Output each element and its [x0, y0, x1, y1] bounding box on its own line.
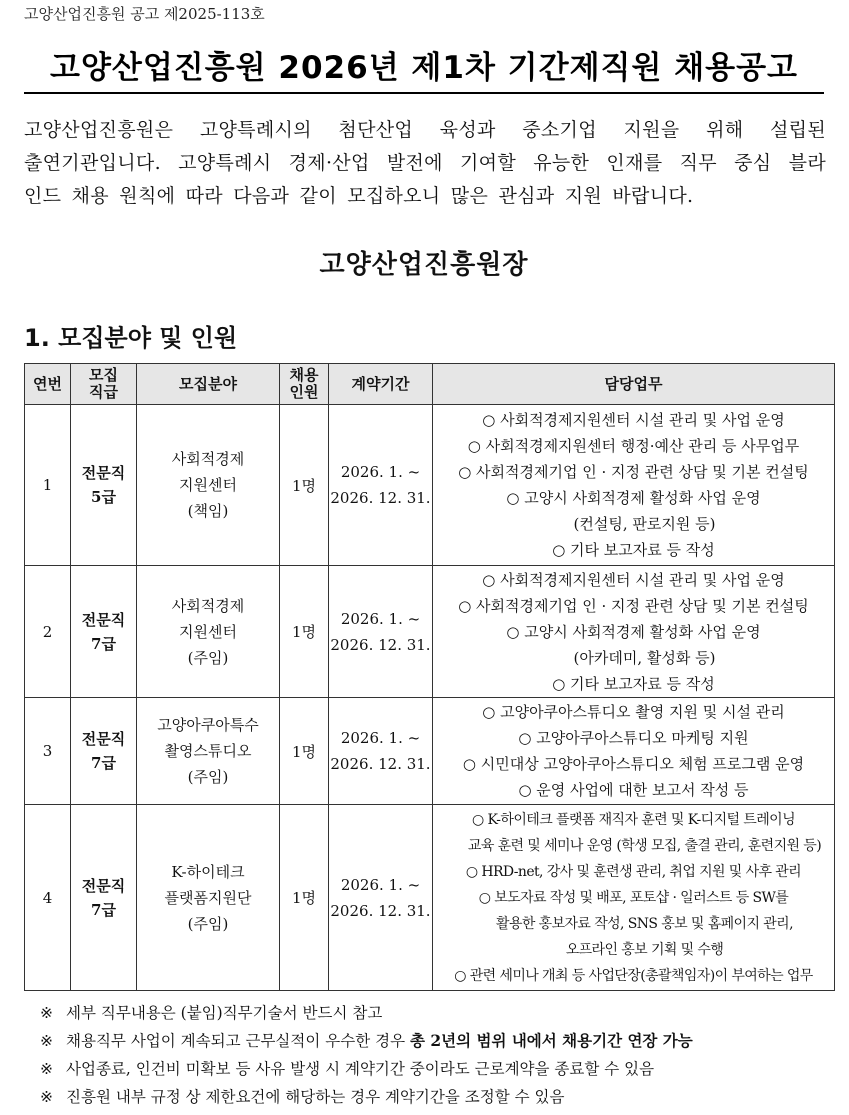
header-period: 계약기간	[329, 364, 433, 405]
row-duties	[433, 805, 835, 991]
reference-mark-icon: ※	[40, 1060, 53, 1078]
row-duties	[433, 698, 835, 805]
duty-item: ○ 고양아쿠아스튜디오 촬영 지원 및 시설 관리	[482, 703, 785, 721]
row-count: 1명	[280, 405, 329, 566]
header-no: 연번	[25, 364, 71, 405]
header-duties: 담당업무	[433, 364, 835, 405]
note-item: ※ 진흥원 내부 규정 상 제한요건에 해당하는 경우 계약기간을 조정할 수 있음	[40, 1083, 840, 1111]
duty-item: ○ 기타 보고자료 등 작성	[552, 541, 715, 559]
header-field: 모집분야	[137, 364, 280, 405]
duty-item: ○ 관련 세미나 개최 등 사업단장(총괄책임자)이 부여하는 업무	[454, 967, 813, 984]
duty-item: ○ 사회적경제기업 인 · 지정 관련 상담 및 기본 컨설팅	[458, 463, 809, 481]
row-no: 2	[25, 566, 71, 698]
intro-line: 인드 채용 원칙에 따라 다음과 같이 모집하오니 많은 관심과 지원 바랍니다.	[24, 185, 694, 207]
note-emphasis: 총 2년의 범위 내에서 채용기간 연장 가능	[410, 1031, 693, 1050]
duty-item: 교육 훈련 및 세미나 운영 (학생 모집, 출결 관리, 훈련지원 등)	[467, 837, 822, 854]
row-field: K-하이테크 플랫폼지원단 (주임)	[137, 805, 280, 991]
duty-item: ○ 고양시 사회적경제 활성화 사업 운영	[506, 489, 761, 507]
note-item: ※ 채용직무 사업이 계속되고 근무실적이 우수한 경우 총 2년의 범위 내에서 채용기간 연장 가능	[40, 1027, 840, 1055]
reference-mark-icon: ※	[40, 1088, 53, 1106]
reference-mark-icon: ※	[40, 1032, 53, 1050]
row-duties	[433, 405, 835, 566]
row-grade: 전문직 7급	[71, 698, 137, 805]
duty-item: (아카데미, 활성화 등)	[573, 648, 716, 667]
duty-item: ○ 사회적경제지원센터 행정·예산 관리 등 사무업무	[467, 437, 800, 455]
page-title: 고양산업진흥원 2026년 제1차 기간제직원 채용공고	[50, 50, 798, 86]
row-period: 2026. 1. ~ 2026. 12. 31.	[329, 698, 433, 805]
row-grade: 전문직 7급	[71, 566, 137, 698]
row-field: 고양아쿠아특수 촬영스튜디오 (주임)	[137, 698, 280, 805]
notes-list	[40, 999, 840, 1111]
row-field: 사회적경제 지원센터 (책임)	[137, 405, 280, 566]
table-header-row	[25, 364, 835, 405]
duty-item: ○ 운영 사업에 대한 보고서 작성 등	[518, 781, 749, 799]
section-title: 1. 모집분야 및 인원	[24, 324, 238, 352]
duty-item: 활용한 홍보자료 작성, SNS 홍보 및 홈페이지 관리,	[496, 915, 793, 932]
duty-item: (컨설팅, 판로지원 등)	[573, 515, 716, 533]
row-period: 2026. 1. ~ 2026. 12. 31.	[329, 405, 433, 566]
note-item: ※ 세부 직무내용은 (붙임)직무기술서 반드시 참고	[40, 999, 840, 1027]
signer: 고양산업진흥원장	[319, 250, 529, 280]
duty-item: ○ 사회적경제지원센터 시설 관리 및 사업 운영	[482, 570, 785, 589]
title-divider	[24, 92, 824, 94]
reference-mark-icon: ※	[40, 1004, 53, 1022]
duty-item: ○ 시민대상 고양아쿠아스튜디오 체험 프로그램 운영	[462, 755, 805, 773]
table-row	[25, 698, 835, 805]
duty-item: ○ K-하이테크 플랫폼 재직자 훈련 및 K-디지털 트레이닝	[472, 811, 795, 828]
table-row	[25, 805, 835, 991]
duty-item: ○ 고양아쿠아스튜디오 마케팅 지원	[518, 729, 749, 747]
header-count: 채용 인원	[280, 364, 329, 405]
duty-item: ○ HRD-net, 강사 및 훈련생 관리, 취업 지원 및 사후 관리	[465, 863, 802, 880]
row-count: 1명	[280, 566, 329, 698]
table-row	[25, 566, 835, 698]
duty-item: ○ 사회적경제기업 인 · 지정 관련 상담 및 기본 컨설팅	[458, 596, 809, 615]
row-count: 1명	[280, 698, 329, 805]
intro-paragraph	[24, 114, 826, 213]
note-item: ※ 사업종료, 인건비 미확보 등 사유 발생 시 계약기간 중이라도 근로계약을 종료할 수 있음	[40, 1055, 840, 1083]
row-field: 사회적경제 지원센터 (주임)	[137, 566, 280, 698]
row-no: 4	[25, 805, 71, 991]
duty-item: ○ 기타 보고자료 등 작성	[552, 674, 715, 693]
row-period: 2026. 1. ~ 2026. 12. 31.	[329, 566, 433, 698]
row-duties	[433, 566, 835, 698]
recruitment-table	[24, 363, 835, 991]
notice-number: 고양산업진흥원 공고 제2025-113호	[24, 5, 265, 23]
duty-item: ○ 보도자료 작성 및 배포, 포토샵 · 일러스트 등 SW를	[478, 889, 789, 906]
row-period: 2026. 1. ~ 2026. 12. 31.	[329, 805, 433, 991]
row-no: 1	[25, 405, 71, 566]
row-count: 1명	[280, 805, 329, 991]
duty-item: 오프라인 홍보 기획 및 수행	[565, 941, 724, 958]
header-grade: 모집 직급	[71, 364, 137, 405]
row-grade: 전문직 7급	[71, 805, 137, 991]
intro-line: 출연기관입니다. 고양특례시 경제·산업 발전에 기여할 유능한 인재를 직무 중심 블라	[24, 152, 826, 174]
intro-line: 고양산업진흥원은 고양특례시의 첨단산업 육성과 중소기업 지원을 위해 설립된	[24, 119, 826, 141]
table-row	[25, 405, 835, 566]
row-no: 3	[25, 698, 71, 805]
row-grade: 전문직 5급	[71, 405, 137, 566]
duty-item: ○ 고양시 사회적경제 활성화 사업 운영	[506, 622, 761, 641]
duty-item: ○ 사회적경제지원센터 시설 관리 및 사업 운영	[482, 411, 785, 429]
